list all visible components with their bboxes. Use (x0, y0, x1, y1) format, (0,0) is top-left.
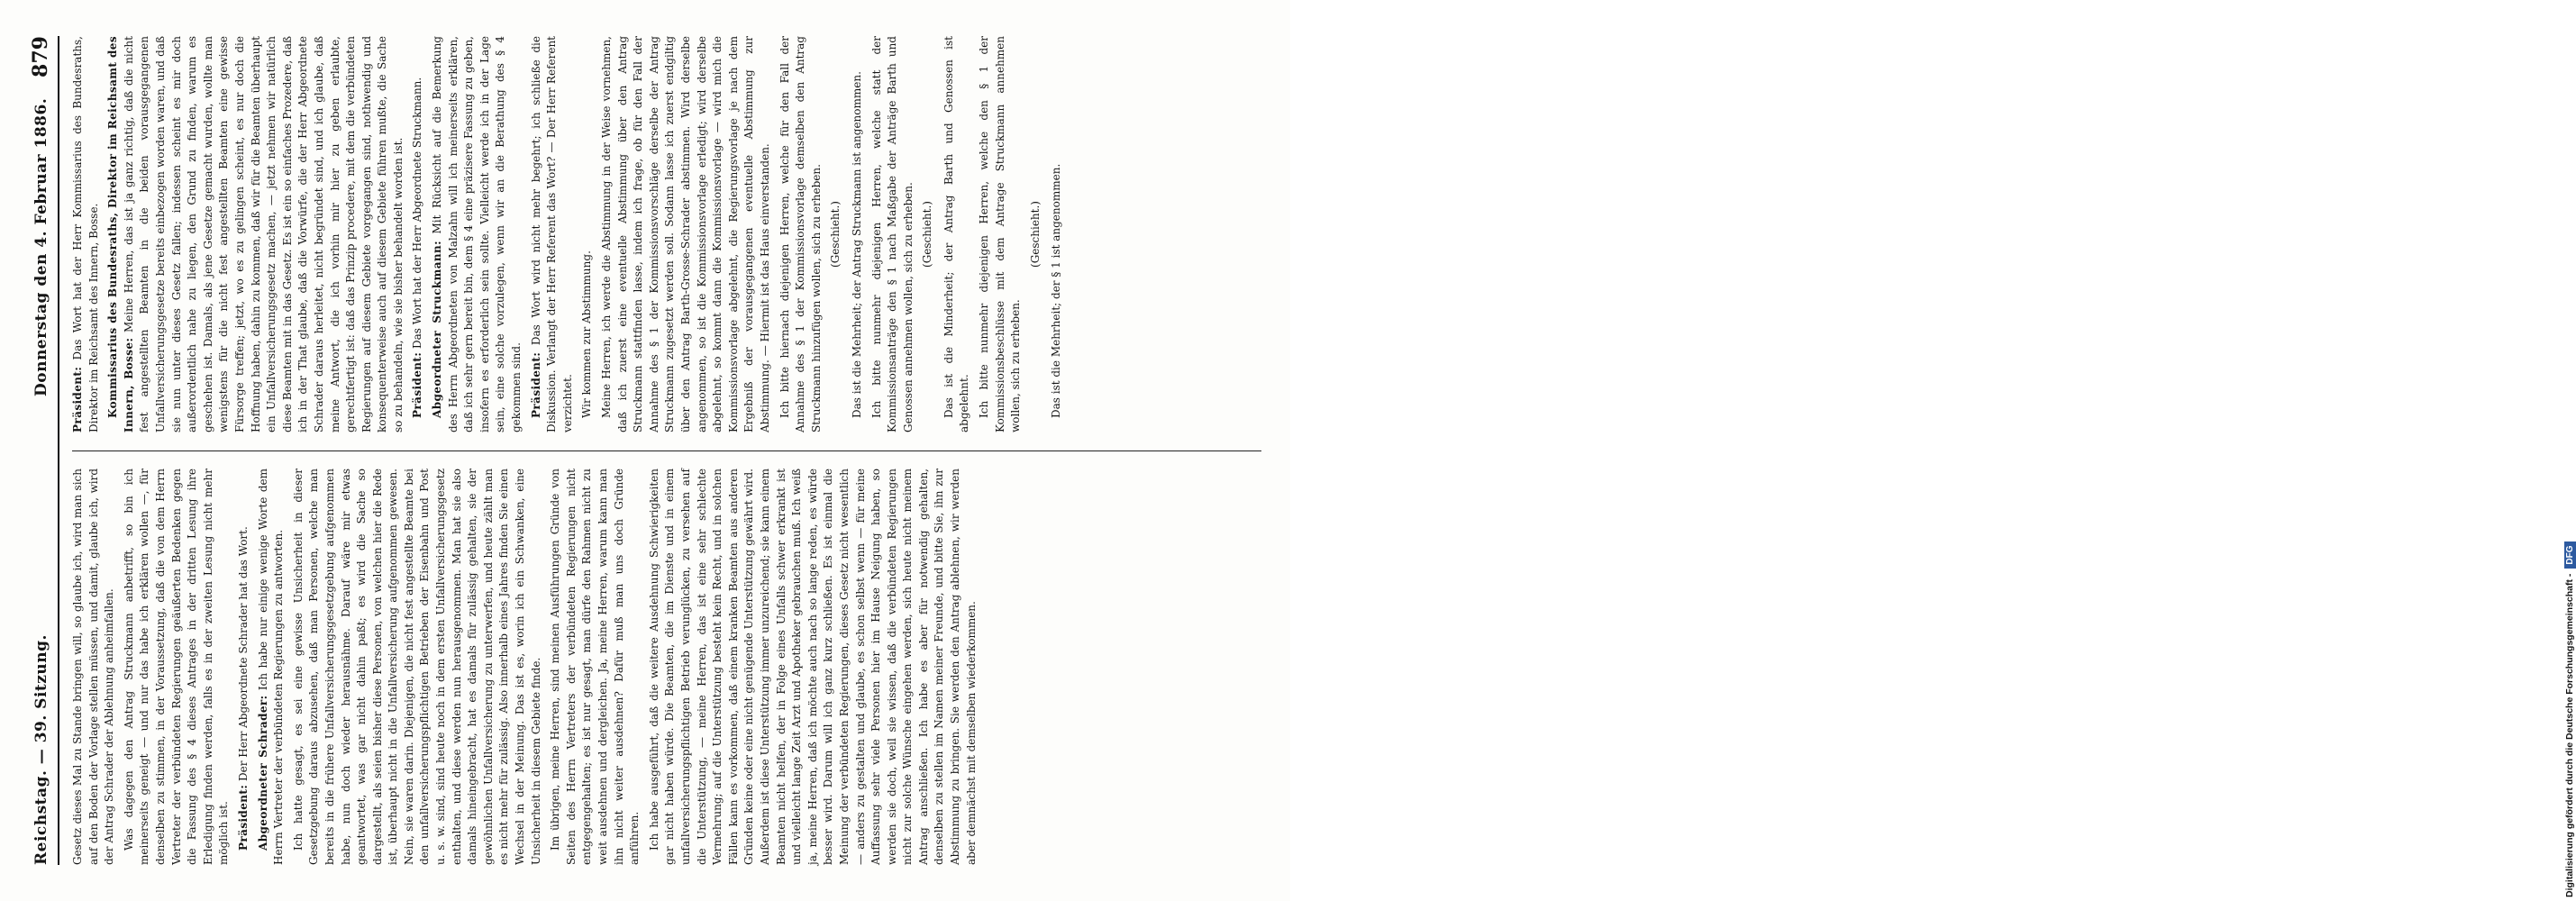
paragraph-text: Das Wort wird nicht mehr begehrt; ich schließe die Diskussion. Verlangt der Herr Referent das Wort? — Der Herr Referent verzichtet. (529, 36, 574, 432)
right-column (70, 36, 1269, 432)
paragraph (778, 36, 825, 432)
paragraph (1049, 36, 1065, 432)
paragraph (122, 469, 232, 865)
paragraph (70, 469, 118, 865)
speaker-name: Abgeordneter Schrader: (256, 695, 269, 851)
paragraph-text: Meine Herren, ich werde die Abstimmung in der Weise vornehmen, daß ich zuerst eine eventuelle Abstimmung über den Antrag Struckmann stattfinden lasse, indem ich frage, ob für den Fall der Annahme des § 1 der Kommissionsvorschläge derselbe der Antrag Struckmann zugesetzt werden soll. Sodann lasse ich zuerst endgiltig über den Antrag Barth-Grosse-Schrader abstimmen. Wird derselbe angenommen, so ist die Kommissionsvorlage erledigt; wird derselbe abgelehnt, so kommt dann die Kommissionsvorlage — wird mich die Kommissionsvorlage abgelehnt, die Regierungsvorlage je nach dem Ergebniß der vorausgegangenen eventuelle Abstimmung zur Abstimmung. — Hiermit ist das Haus einverstanden. (600, 36, 771, 432)
paragraph-text: Wir kommen zur Abstimmung. (580, 250, 594, 418)
speaker-name: Präsident: (236, 784, 250, 851)
paragraph-text: Mit Rücksicht auf die Bemerkung des Herrn Abgeordneten von Malzahn will ich meinerseits erklären, daß ich sehr gern bereit bin, dem § 4 eine präzisere Fassung zu geben, insofern es erforderlich sein sollte. Vielleicht werde ich in der Lage sein, eine solche vorzulegen, wenn wir an die Berathung des § 4 gekommen sind. (431, 36, 523, 432)
paragraph-text: Ich habe ausgeführt, daß die weitere Ausdehnung Schwierigkeiten gar nicht haben würde. Die Beamten, die im Dienste und in einem unfallversicherungspflichtigen Betrieb verunglücken, zu versehen auf die Unterstützung, — meine Herren, das ist eine sehr schlechte Vermehrung; auf die Unterstützung besteht kein Recht, und in solchen Fällen kann es vorkommen, daß einem kranken Beamten aus anderen Gründen keine oder eine nicht genügende Unterstützung gewährt wird. Außerdem ist diese Unterstützung immer unzureichend; sie kann einem Beamten nicht helfen, der in Folge eines Unfalls schwer erkrankt ist und vielleicht lange Zeit Arzt und Apotheker gebrauchen muß. Ich weiß ja, meine Herren, daß ich möchte auch nach so lange reden, es würde besser wird. Darum will ich ganz kurz schließen. Es ist einmal die Meinung der verbündeten Regierungen, dieses Gesetz nicht wesentlich — anders zu gestalten und glaube, es schon selbst wenn — für meine Auffassung sehr viele Personen hier im Hause Neigung haben, so werden sie doch, weil sie wissen, daß die verbündeten Regierungen nicht zur solche Wünsche eingehen werden, sich heute nicht meinem Antrag anschließen. Ich habe es aber für notwendig gehalten, denselben zu stellen im Namen meiner Freunde, und bitte Sie, ihn zur Abstimmung zu bringen. Sie werden den Antrag ablehnen, wir werden aber demnächst mit demselben wiederkommen. (647, 469, 978, 865)
paragraph-text: Das Wort hat der Herr Abgeordnete Struckmann. (411, 77, 424, 349)
paragraph-text: Das ist die Minderheit; der Antrag Barth und Genossen ist abgelehnt. (942, 36, 971, 432)
paragraph-text: Ich habe nur einige wenige Worte dem Herrn Vertreter der verbündeten Regierungen zu antworten. (256, 469, 286, 865)
paragraph-text: Das ist die Mehrheit; der § 1 ist angenommen. (1050, 163, 1063, 418)
paragraph (647, 469, 979, 865)
stamp-text: Digitalisierung gefördert durch die Deutsche Forschungsgemeinschaft - (2564, 573, 2575, 897)
paragraph (70, 36, 102, 432)
paragraph-text: Das Wort hat der Herr Kommissarius des Bundesraths, Direktor im Reichsamt des Innern, Bosse. (71, 36, 100, 432)
paragraph (410, 36, 426, 432)
paragraph (599, 36, 774, 432)
paragraph-text: Ich bitte nunmehr diejenigen Herren, welche statt der Kommissionsanträge den § 1 nach Maßgabe der Anträge Barth und Genossen annehmen wollen, sich zu erheben. (869, 36, 915, 432)
paragraph (942, 36, 973, 432)
dfg-logo: DFG (2564, 542, 2576, 569)
left-column (70, 469, 1269, 865)
speaker-name: Kommissarius des Bundesraths, Direktor im Reichsamt des Innern, Bosse: (106, 36, 135, 432)
stage-direction (1028, 36, 1044, 432)
speaker-name: Präsident: (71, 366, 84, 432)
paragraph-text: Ich bitte hiernach diejenigen Herren, welche für den Fall der Annahme des § 1 der Kommissionsvorlage demselben den Antrag Struckmann hinzufügen wollen, sich zu erheben. (778, 36, 823, 432)
paragraph-text: Das ist die Mehrheit; der Antrag Struckmann ist angenommen. (850, 71, 863, 418)
paragraph-text: (Geschieht.) (921, 201, 934, 268)
page-number: 879 (29, 36, 52, 77)
session-title: Reichstag. — 39. Sitzung. (32, 634, 50, 865)
column-divider (72, 450, 1261, 451)
paragraph-text: Ich bitte nunmehr diejenigen Herren, welche den § 1 der Kommissionsbeschlüsse mit dem Antrage Struckmann annehmen wollen, sich zu erheben. (978, 36, 1023, 432)
paragraph-text: Gesetz dieses Mal zu Stande bringen will, so glaube ich, wird man sich auf den Boden der Vorlage stellen müssen, und damit, glaube ich, wird der Antrag Schrader der Ablehnung anheimfallen. (71, 469, 116, 865)
paragraph-text: Der Herr Abgeordnete Schrader hat das Wort. (236, 526, 250, 781)
paragraph (529, 36, 577, 432)
stage-direction (920, 36, 936, 432)
paragraph (430, 36, 525, 432)
paragraph (105, 36, 406, 432)
paragraph (548, 469, 643, 865)
paragraph-text: Im übrigen, meine Herren, sind meinen Ausführungen Gründe von Seiten des Herrn Vertreters der verbündeten Regierungen nicht entgegengehalten; es ist nur gesagt, man dürfe den Rahmen nicht zu weit ausdehnen und dergleichen. Ja, meine Herren, warum kann man ihn nicht weiter ausdehnen? Dafür muß man uns doch Gründe anführen. (549, 469, 642, 865)
paragraph (256, 469, 287, 865)
paragraph (977, 36, 1024, 432)
stage-direction (828, 36, 844, 432)
paragraph-text: (Geschieht.) (829, 201, 842, 268)
paragraph (869, 36, 917, 432)
paragraph-text: (Geschieht.) (1028, 201, 1042, 268)
paragraph-text: Ich hatte gesagt, es sei eine gewisse Unsicherheit in dieser Gesetzgebung daraus abzusehen, daß man Personen, welche man bereits in die frühere Unfallversicherungsgesetzgebung aufgenommen habe, nun doch wieder herausnähme. Darauf wäre mir etwas geantwortet, was gar nicht dahin paßt; es wird die Sache so dargestellt, als seien bisher diese Personen, von welchen hier die Rede ist, überhaupt nicht in die Unfallversicherung aufgenommen gewesen. Nein, sie waren darin. Diejenigen, die nicht fest angestellte Beamte bei den unfallversicherungspflichtigen Betrieben der Eisenbahn und Post u. s. w. sind, sind heute noch in dem ersten Unfallversicherungsgesetz enthalten, und diese werden nun herausgenommen. Man hat sie also damals hineingebracht, hat es damals für zulässig gehalten, sie der gewöhnlichen Unfallversicherung zu unterwerfen, und heute zählt man es nicht mehr für zulässig. Also innerhalb eines Jahres finden Sie einen Wechsel in der Meinung. Das ist es, worin ich ein Schwanken, eine Unsicherheit in diesem Gebiete finde. (291, 469, 542, 865)
paragraph-text: Meine Herren, das ist ja ganz richtig, daß die nicht fest angestellten Beamten in die beiden vorausgegangenen Unfallversicherungsgesetze bereits einbezogen worden waren, und daß sie nun unter dieses Gesetz fallen; indessen scheint es mir doch außerordentlich nahe zu liegen, den Grund zu finden, warum es geschehen ist. Damals, als jene Gesetze gemacht wurden, wollte man wenigstens für die nicht fest angestellten Beamten eine gewisse Fürsorge treffen; jetzt, wo es zu gelingen scheint, es nur doch die Hoffnung haben, dahin zu kommen, daß wir für die Beamten überhaupt ein Unfallversicherungsgesetz machen, — jetzt nehmen wir natürlich diese Beamten mit in das Gesetz. Es ist ein so einfaches Prozedere, daß ich in der That glaube, daß die Vorwürfe, die der Herr Abgeordnete Schrader daraus herleitet, nicht begründet sind, und ich glaube, daß meine Antwort, die ich vorhin mir hier zu geben erlaubte, gerechtfertigt ist: daß das Prinzip procedere, mit dem die verbündeten Regierungen auf diesem Gebiete vorgegangen sind, nothwendig und konsequenterweise auch auf diesem Gebiete führen mußte, die Sache so zu behandeln, wie sie bisher behandelt worden ist. (122, 36, 405, 432)
speaker-name: Präsident: (411, 351, 424, 418)
speaker-name: Präsident: (529, 351, 542, 418)
speaker-name: Abgeordneter Struckmann: (431, 241, 444, 418)
paragraph-text: Was dagegen den Antrag Struckmann anbetrifft, so bin ich meinerseits geneigt — und nur das habe ich erklären wollen —, für denselben zu stimmen, in der Voraussetzung, daß die von dem Herrn Vertreter der verbündeten Regierungen geäußerten Bedenken gegen die Fassung des § 4 dieses Antrages in der dritten Lesung ihre Erledigung finden werden, falls es in der zweiten Lesung nicht mehr möglich ist. (122, 469, 231, 865)
paragraph (579, 36, 596, 432)
paragraph (291, 469, 545, 865)
paragraph (850, 36, 866, 432)
paragraph (236, 469, 252, 865)
session-date: Donnerstag den 4. Februar 1886. (32, 97, 50, 396)
digitization-stamp (1274, 5, 2575, 897)
page-header (18, 36, 59, 865)
